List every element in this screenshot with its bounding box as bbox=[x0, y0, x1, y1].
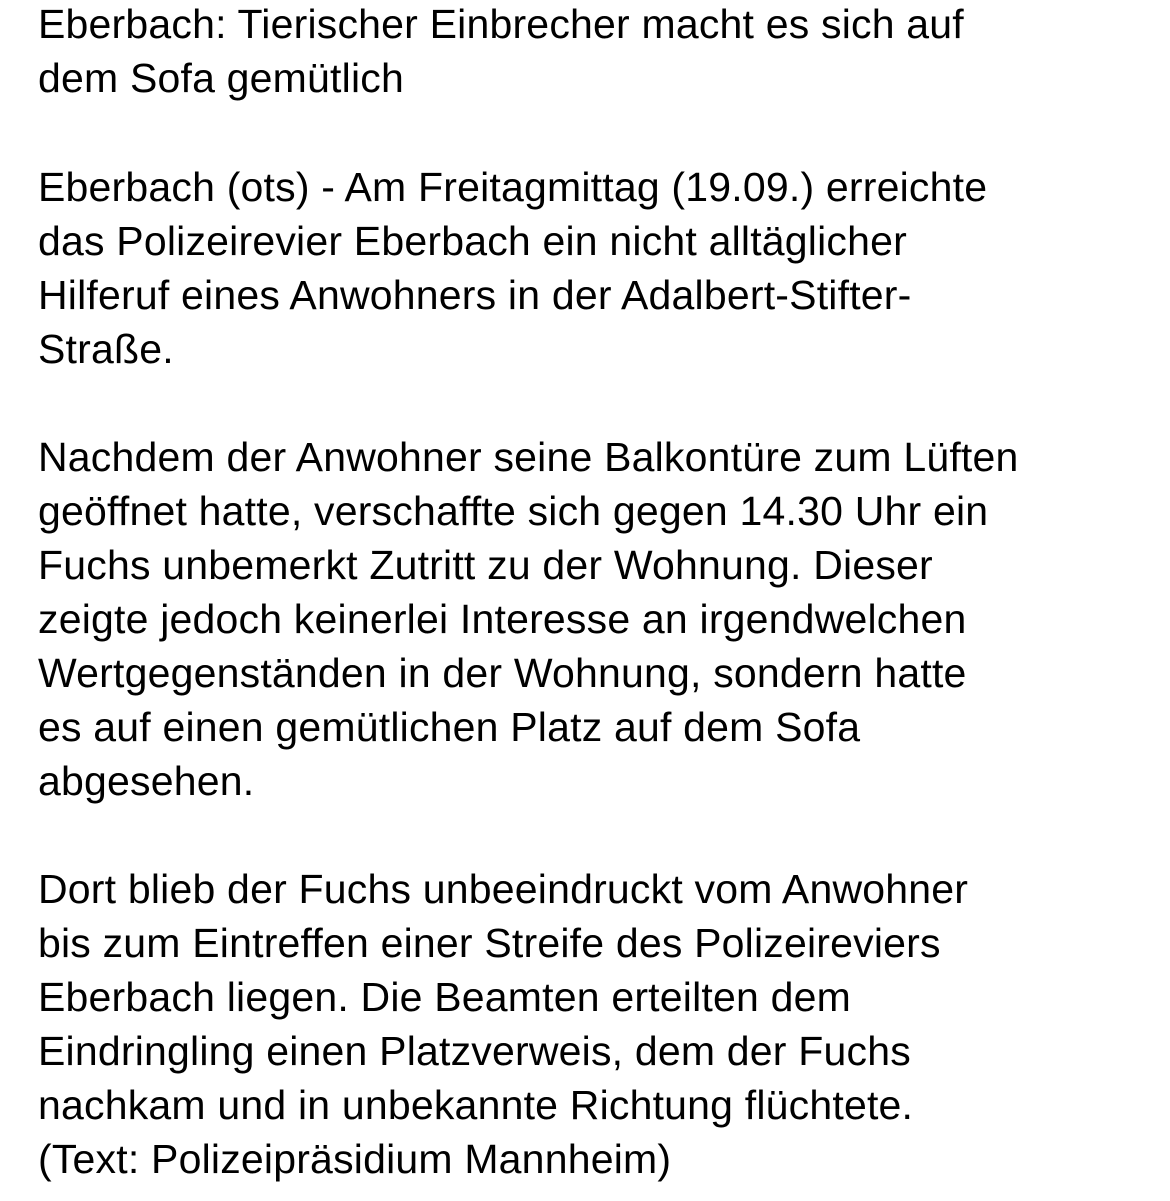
paragraph-incident: Nachdem der Anwohner seine Balkontüre zum Lüften geöffnet hatte, verschaffte sich gegen 14.30 Uhr ein Fuchs unbemerkt Zutritt zu der Wohnung. Dieser zeigte jedoch keinerlei Interesse an irgendwelchen Wertgegenständen in der Wohnung, sondern hatte es auf einen gemütlichen Platz auf dem Sofa abgesehen. bbox=[38, 434, 1019, 804]
paragraph-outcome: Dort blieb der Fuchs unbeeindruckt vom Anwohner bis zum Eintreffen einer Streife des Polizeireviers Eberbach liegen. Die Beamten erteilten dem Eindringling einen Platzverweis, dem der Fuchs nachkam und in unbekannte Richtung flüchtete. (Text: Polizeipräsidium Mannheim) bbox=[38, 866, 969, 1182]
paragraph-intro: Eberbach (ots) - Am Freitagmittag (19.09.) erreichte das Polizeirevier Eberbach ein nicht alltäglicher Hilferuf eines Anwohners in der Adalbert-Stifter- Straße. bbox=[38, 164, 988, 372]
note-title: Eberbach: Tierischer Einbrecher macht es sich auf dem Sofa gemütlich bbox=[38, 1, 964, 101]
